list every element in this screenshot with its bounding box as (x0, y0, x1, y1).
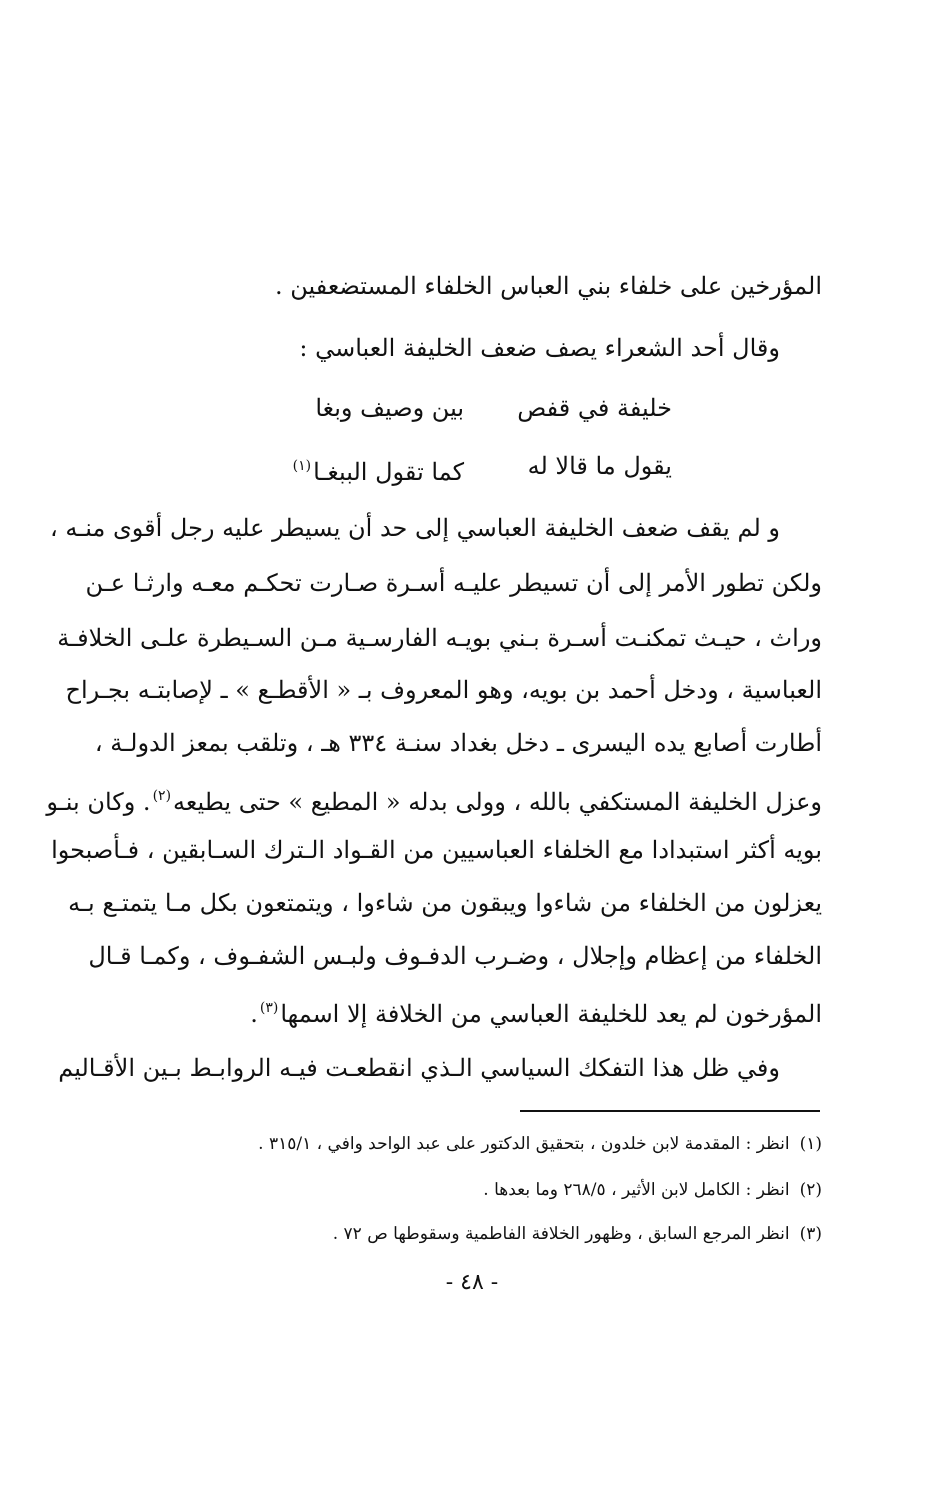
footnote-2-number: (٢) (799, 1180, 822, 1200)
paragraph-line-10-end: . (250, 1000, 258, 1028)
footnote-ref-1: (١) (292, 458, 312, 474)
paragraph-line-9: الخلفاء من إعظام وإجلال ، وضـرب الدفـوف ولبـس الشفـوف ، وكمـا قـال (88, 942, 822, 970)
paragraph-line-10 (100, 990, 822, 1032)
text-line-2: وقال أحد الشعراء يصف ضعف الخليفة العباسي : (299, 334, 780, 362)
text-line-1: المؤرخين على خلفاء بني العباس الخلفاء المستضعفين . (274, 272, 822, 300)
footnote-3 (333, 1220, 822, 1248)
footnote-separator (520, 1110, 820, 1112)
page-number: - ٤٨ - (445, 1270, 499, 1295)
footnote-1-text: انظر : المقدمة لابن خلدون ، بتحقيق الدكتور على عبد الواحد وافي ، ٣١٥/١ . (258, 1134, 790, 1154)
paragraph-line-10-text: المؤرخون لم يعد للخليفة العباسي من الخلافة إلا اسمها (280, 1000, 822, 1028)
footnote-1-number: (١) (799, 1134, 822, 1154)
paragraph-line-5: أطارت أصابع يده اليسرى ـ دخل بغداد سنـة ٣٣٤ هـ ، وتلقب بمعز الدولـة ، (94, 729, 822, 757)
paragraph-line-3: وراث ، حيـث تمكنـت أسـرة بـني بويـه الفارسـية مـن السـيطرة علـى الخلافـة (57, 624, 822, 652)
verse-1-second-hemistich: بين وصيف وبغا (315, 394, 464, 422)
paragraph-line-1: و لم يقف ضعف الخليفة العباسي إلى حد أن يسيطر عليه رجل أقوى منـه ، (49, 514, 780, 542)
paragraph-line-7: بويه أكثر استبدادا مع الخلفاء العباسيين من القـواد الـترك السـابقين ، فـأصبحوا (51, 836, 822, 864)
paragraph-line-2: ولكن تطور الأمر إلى أن تسيطر عليـه أسـرة صـارت تحكـم معـه وارثـا عـن (85, 569, 822, 597)
paragraph-line-6 (46, 778, 822, 820)
footnote-ref-2: (٢) (152, 788, 172, 804)
verse-2-text: كما تقول الببغـا (313, 458, 464, 486)
paragraph-2-line-1: وفي ظل هذا التفكك السياسي الـذي انقطعـت فيـه الروابـط بـين الأقـاليم (58, 1054, 780, 1082)
footnote-2-text: انظر : الكامل لابن الأثير ، ٢٦٨/٥ وما بعدها . (483, 1180, 790, 1200)
paragraph-line-8: يعزلون من الخلفاء من شاءوا ويبقون من شاءوا ، ويتمتعون بكل مـا يتمتـع بـه (68, 889, 822, 917)
footnote-3-number: (٣) (799, 1224, 822, 1244)
verse-1-first-hemistich: خليفة في قفص (517, 394, 672, 422)
paragraph-line-6-end: . وكان بنـو (46, 788, 151, 816)
footnote-ref-3: (٣) (259, 1000, 279, 1016)
paragraph-line-6-text: وعزل الخليفة المستكفي بالله ، وولى بدله « المطيع » حتى يطيعه (173, 788, 822, 816)
verse-2-first-hemistich: يقول ما قالا له (527, 452, 672, 480)
footnote-2 (483, 1176, 822, 1204)
footnote-3-text: انظر المرجع السابق ، وظهور الخلافة الفاطمية وسقوطها ص ٧٢ . (332, 1224, 790, 1244)
paragraph-line-4: العباسية ، ودخل أحمد بن بويه، وهو المعروف بـ « الأقطـع » ـ لإصابتـه بجـراح (65, 676, 822, 704)
verse-2-second-hemistich (291, 448, 464, 490)
footnote-1 (258, 1130, 822, 1158)
